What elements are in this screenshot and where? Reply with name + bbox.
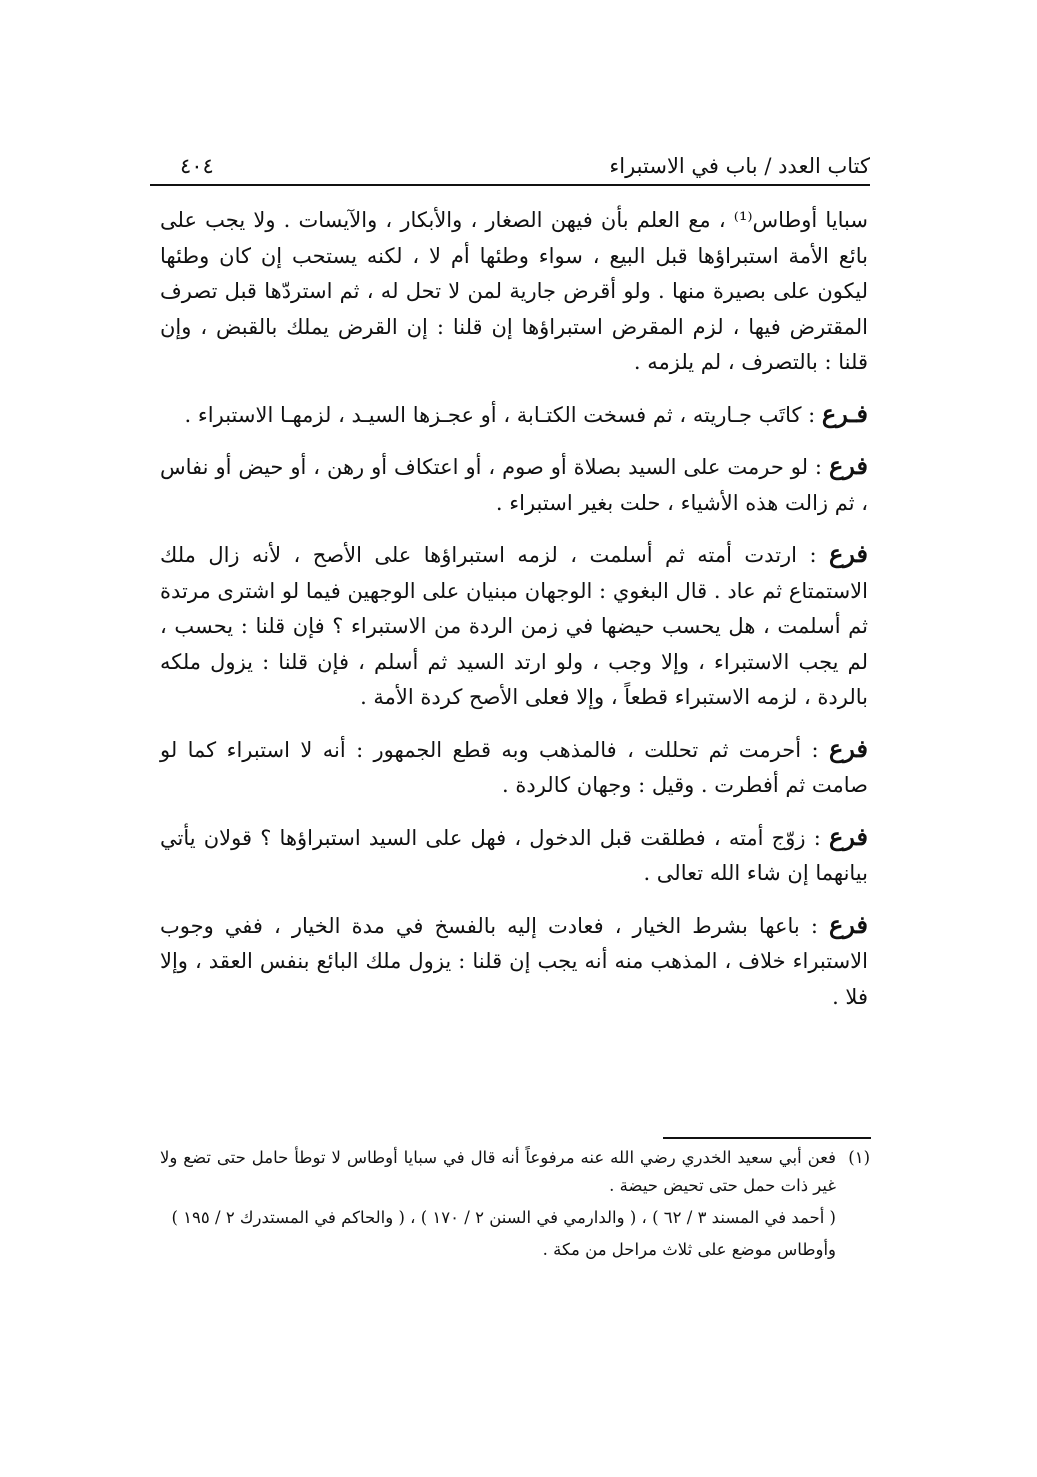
paragraph bbox=[160, 203, 868, 381]
footnotes bbox=[160, 1144, 870, 1268]
paragraph-text: : كاتَب جـاريته ، ثم فسخت الكتـابة ، أو عجـزها السيـد ، لزمهـا الاستبراء . bbox=[184, 402, 822, 427]
section-lead: فـرع bbox=[821, 398, 868, 428]
footnote-marker: (١) bbox=[848, 1148, 870, 1167]
paragraph-text: : أحرمت ثم تحللت ، فالمذهب وبه قطع الجمهور : أنه لا استبراء كما لو صامت ثم أفطرت . وقيل : وجهان كالردة . bbox=[160, 737, 868, 797]
section-lead: فرع bbox=[828, 733, 868, 763]
section-lead: فرع bbox=[828, 539, 868, 568]
paragraph-text: : زوّج أمته ، فطلقت قبل الدخول ، فهل على السيد استبراؤها ؟ قولان يأتي بيانهما إن شاء الله تعالى . bbox=[160, 825, 868, 885]
section-lead: فرع bbox=[828, 821, 868, 851]
section-lead: فرع bbox=[828, 909, 868, 939]
paragraph bbox=[160, 536, 868, 716]
paragraph-text: : باعها بشرط الخيار ، فعادت إليه بالفسخ في مدة الخيار ، ففي وجوب الاستبراء خلاف ، المذهب منه أنه يجب إن قلنا : يزول ملك البائع بنفس العقد ، وإلا فلا . bbox=[160, 913, 868, 1009]
footnote-text: ( أحمد في المسند ٣ / ٦٢ ) ، ( والدارمي في السنن ٢ / ١٧٠ ) ، ( والحاكم في المستدرك ٢ / ١٩٥ ) bbox=[171, 1208, 836, 1227]
paragraph-text: : لو حرمت على السيد بصلاة أو صوم ، أو اعتكاف أو رهن ، أو حيض أو نفاس ، ثم زالت هذه الأشياء ، حلت بغير استبراء . bbox=[160, 455, 868, 515]
footnote-text: وأوطاس موضع على ثلاث مراحل من مكة . bbox=[542, 1240, 836, 1259]
paragraph-text: سبايا أوطاس⁽¹⁾ ، مع العلم بأن فيهن الصغار ، والأبكار ، والآيسات . ولا يجب على بائع الأمة استبراؤها قبل البيع ، سواء وطئها أم لا ، لكنه يستحب إن كان وطئها ليكون على بصيرة منها . ولو أقرض جارية لمن لا تحل له ، ثم استردّها قبل تصرف المقترض فيها ، لزم المقرض استبراؤها إن قلنا : إن القرض يملك بالقبض ، وإن قلنا : بالتصرف ، لم يلزمه . bbox=[160, 208, 868, 374]
paragraph bbox=[160, 448, 868, 521]
main-text bbox=[160, 203, 868, 1030]
footnote-note bbox=[160, 1236, 870, 1264]
paragraph-text: : ارتدت أمته ثم أسلمت ، لزمه استبراؤها على الأصح ، لأنه زال ملك الاستمتاع ثم عاد . قال البغوي : الوجهان مبنيان على الوجهين فيما لو اشترى مرتدة ثم أسلمت ، هل يحسب حيضها في زمن الردة من الاستبراء ؟ فإن قلنا : يحسب ، لم يجب الاستبراء ، وإلا وجب ، ولو ارتد السيد ثم أسلم ، فإن قلنا : يزول ملكه بالردة ، لزمه الاستبراء قطعاً ، وإلا فعلى الأصح كردة الأمة . bbox=[160, 543, 868, 709]
footnote-text: فعن أبي سعيد الخدري رضي الله عنه مرفوعاً أنه قال في سبايا أوطاس لا توطأ حامل حتى تضع ولا غير ذات حمل حتى تحيض حيضة . bbox=[160, 1148, 836, 1195]
running-title: كتاب العدد / باب في الاستبراء bbox=[609, 154, 870, 178]
footnote-divider bbox=[663, 1137, 871, 1139]
page-number: ٤٠٤ bbox=[180, 154, 214, 178]
footnote-citation bbox=[160, 1204, 870, 1232]
page-header bbox=[150, 138, 870, 186]
section-lead: فرع bbox=[828, 451, 868, 480]
paragraph bbox=[160, 907, 868, 1016]
footnote bbox=[160, 1144, 870, 1200]
paragraph bbox=[160, 819, 868, 892]
paragraph bbox=[160, 731, 868, 804]
paragraph bbox=[160, 396, 868, 434]
